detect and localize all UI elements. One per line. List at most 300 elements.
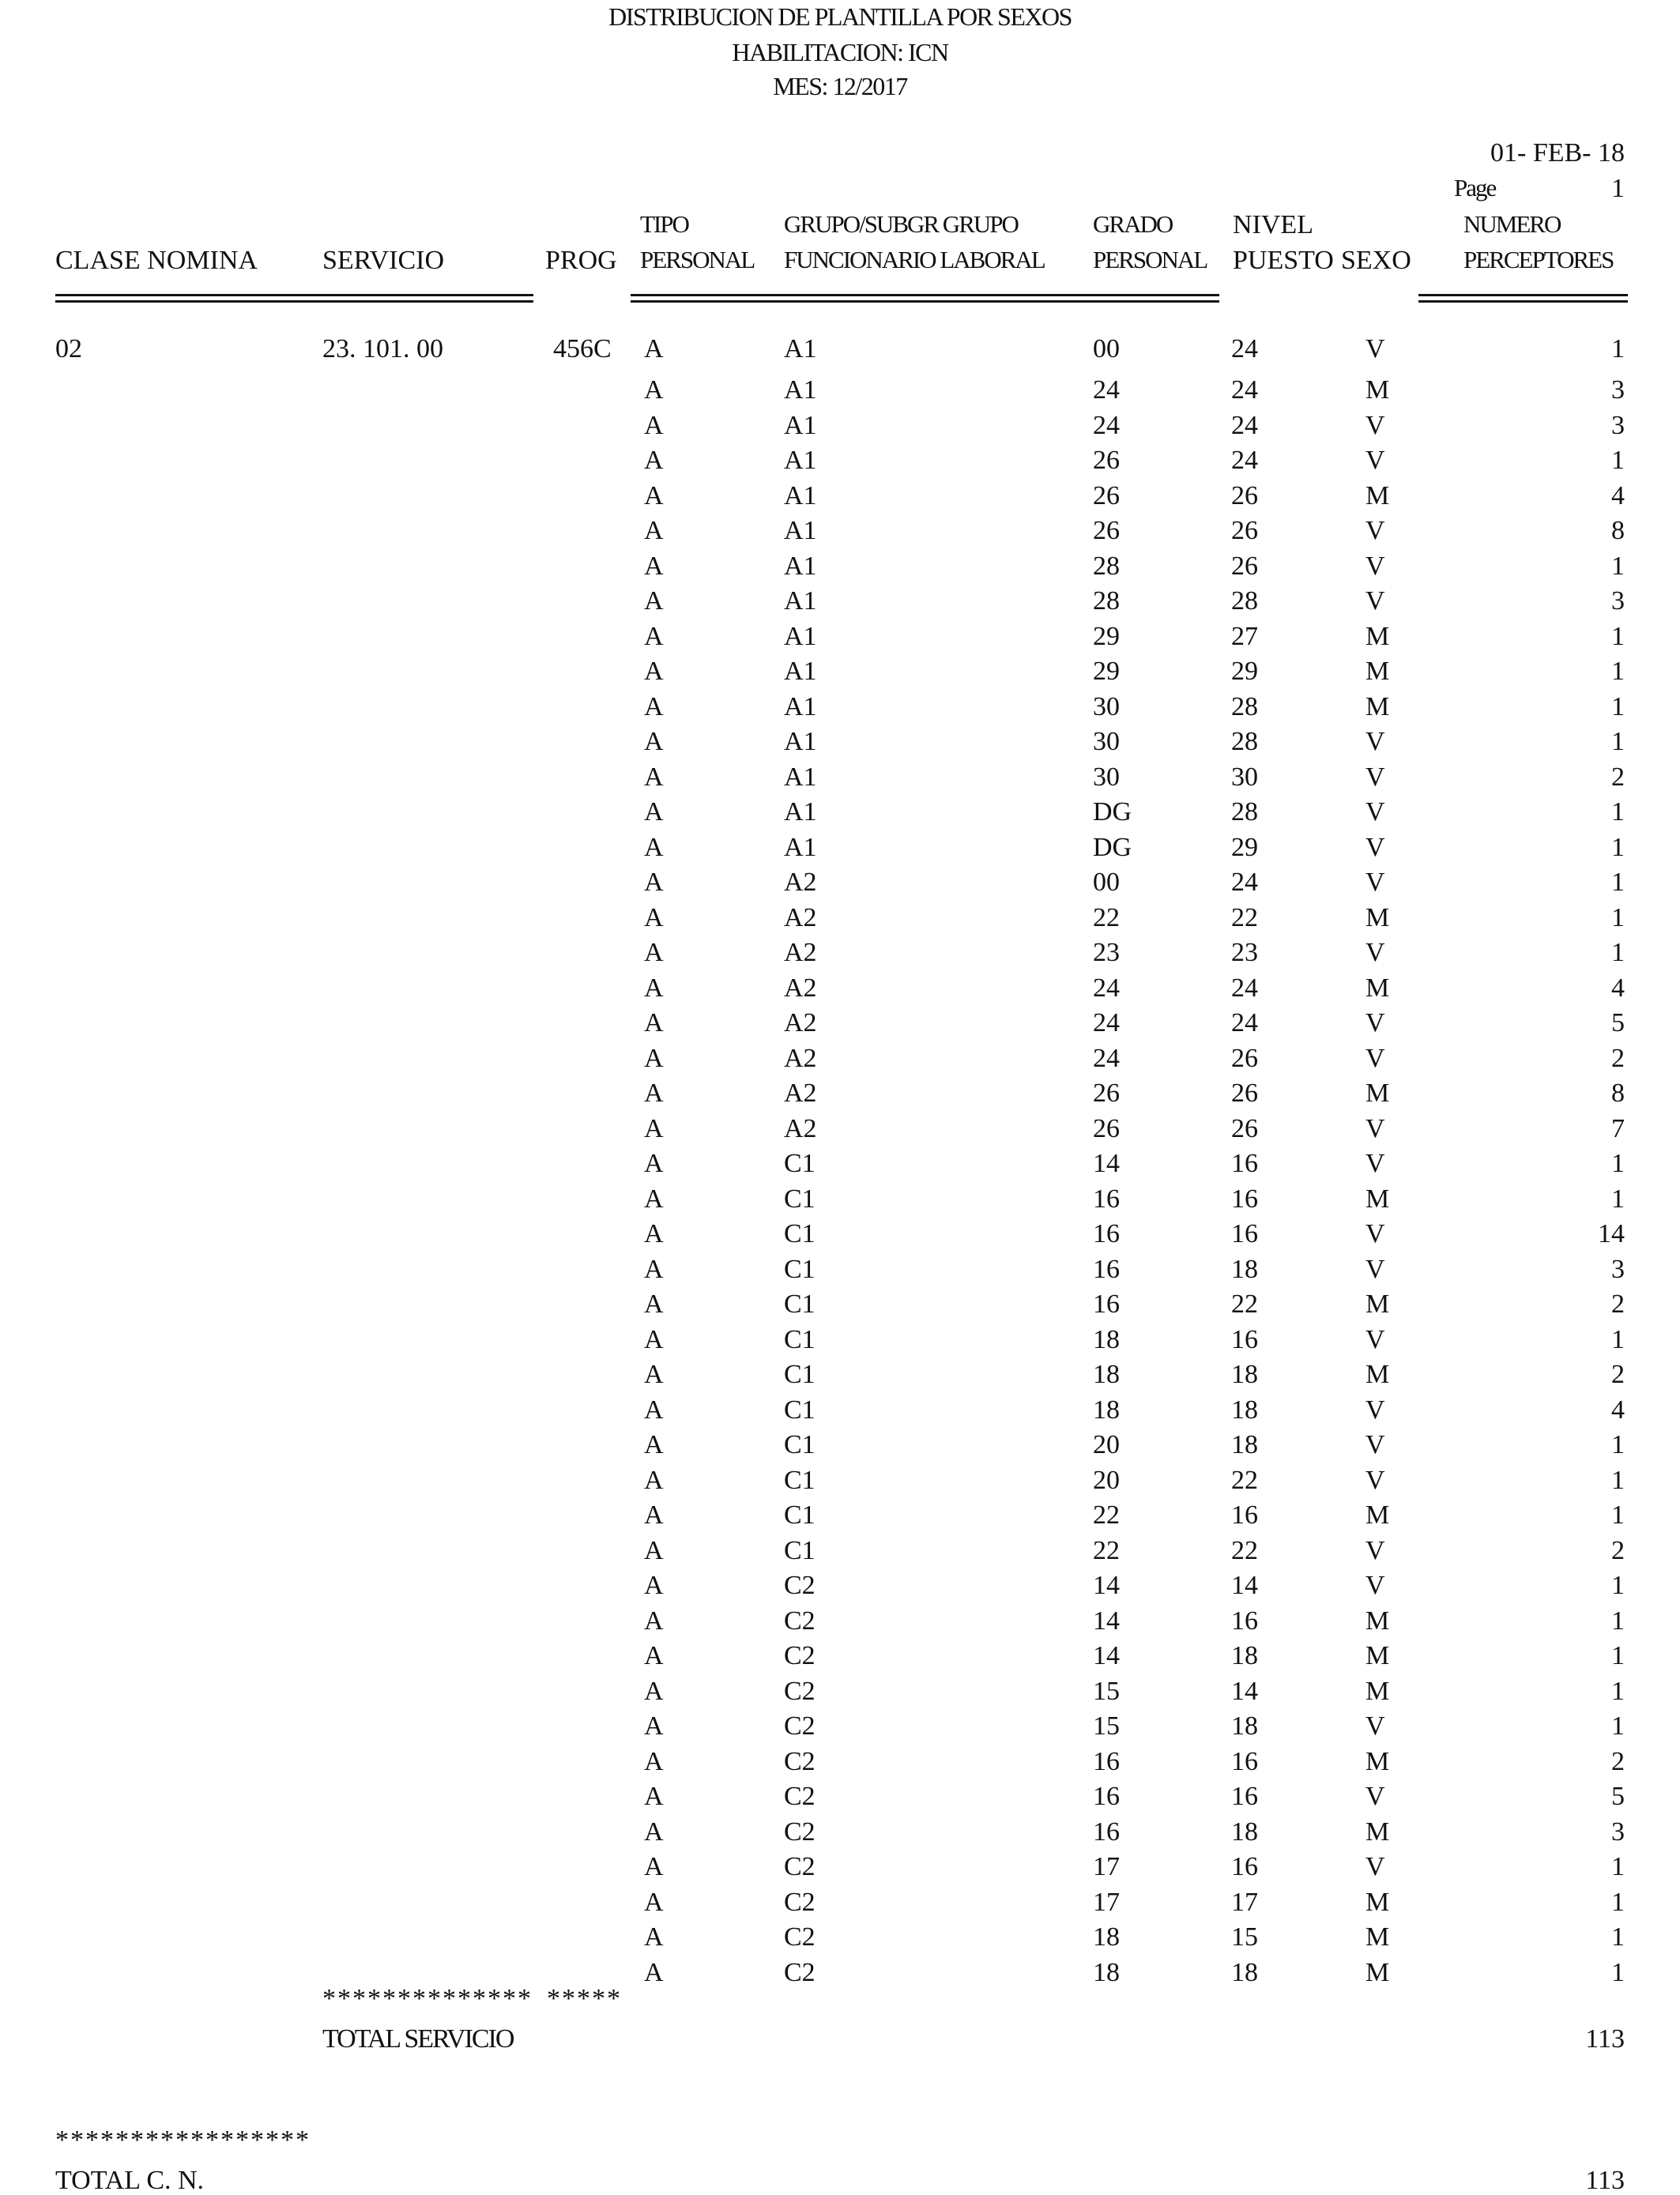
row-grupo: A1 [784,446,817,475]
row-grupo: C1 [784,1360,816,1389]
row-grupo: C1 [784,1290,816,1319]
row-grado: 16 [1093,1746,1120,1776]
row-nivel: 28 [1231,586,1258,616]
row-grupo: C2 [784,1606,816,1636]
row-grupo: A1 [784,480,817,510]
row-perceptores: 3 [1611,410,1625,440]
row-tipo: A [644,516,664,545]
row-tipo: A [644,1711,664,1741]
row-nivel: 26 [1231,1043,1258,1073]
row-sexo: M [1365,621,1390,651]
cn-stars: ***************** [55,2125,311,2155]
report-month: MES: 12/2017 [773,72,907,100]
row-sexo: V [1365,410,1385,440]
row-tipo: A [644,1571,664,1600]
row-perceptores: 2 [1611,1043,1625,1073]
header-tipo-1: TIPO [640,210,688,238]
row-tipo: A [644,1113,664,1143]
row-sexo: V [1365,1254,1385,1284]
row-sexo: M [1365,1817,1390,1847]
row-grupo: C2 [784,1571,816,1600]
row-nivel: 16 [1231,1219,1258,1248]
row-tipo: A [644,1922,664,1952]
row-sexo: M [1365,1184,1390,1214]
row-tipo: A [644,938,664,967]
row-nivel: 29 [1231,657,1258,686]
row-nivel: 24 [1231,868,1258,897]
row-perceptores: 1 [1611,334,1625,363]
row-perceptores: 1 [1611,1711,1625,1741]
row-tipo: A [644,375,664,405]
row-sexo: M [1365,1887,1390,1917]
row-tipo: A [644,973,664,1003]
row-grado: 18 [1093,1922,1120,1952]
row-nivel: 24 [1231,375,1258,405]
row-perceptores: 1 [1611,1641,1625,1670]
report-habilitacion: HABILITACION: ICN [732,38,948,66]
row-sexo: V [1365,727,1385,756]
row-grupo: A1 [784,727,817,756]
row-nivel: 18 [1231,1395,1258,1425]
row-sexo: V [1365,1782,1385,1811]
row-tipo: A [644,586,664,616]
row-perceptores: 1 [1611,621,1625,651]
row-grupo: C2 [784,1676,816,1706]
row-perceptores: 1 [1611,868,1625,897]
row-perceptores: 5 [1611,1782,1625,1811]
row-nivel: 18 [1231,1430,1258,1459]
row-grado: 16 [1093,1782,1120,1811]
row-sexo: V [1365,334,1385,363]
row-grado: 29 [1093,621,1120,651]
row-sexo: M [1365,1360,1390,1389]
row-grado: 16 [1093,1254,1120,1284]
row-sexo: M [1365,1606,1390,1636]
row-grupo: C1 [784,1254,816,1284]
header-sexo: SEXO [1341,246,1411,275]
row-tipo: A [644,1395,664,1425]
row-sexo: V [1365,1324,1385,1354]
row-grado: 24 [1093,1043,1120,1073]
total-cn-value: 113 [1585,2166,1625,2195]
row-sexo: V [1365,1149,1385,1178]
row-grado: 16 [1093,1817,1120,1847]
row-grado: 15 [1093,1711,1120,1741]
prog-value: 456C [553,334,612,363]
row-nivel: 30 [1231,762,1258,792]
row-perceptores: 1 [1611,1676,1625,1706]
row-tipo: A [644,1606,664,1636]
row-nivel: 18 [1231,1360,1258,1389]
row-grado: 17 [1093,1852,1120,1881]
row-sexo: V [1365,1430,1385,1459]
row-perceptores: 1 [1611,691,1625,721]
row-tipo: A [644,868,664,897]
row-grado: 28 [1093,586,1120,616]
row-grado: 30 [1093,762,1120,792]
page-number: 1 [1611,174,1625,203]
header-nivel-1: NIVEL [1233,210,1313,239]
row-tipo: A [644,1465,664,1495]
row-sexo: V [1365,1008,1385,1037]
row-nivel: 24 [1231,973,1258,1003]
row-tipo: A [644,902,664,932]
row-perceptores: 3 [1611,1254,1625,1284]
row-grado: 24 [1093,410,1120,440]
row-tipo: A [644,1360,664,1389]
page-label: Page [1454,174,1496,201]
row-sexo: M [1365,1500,1390,1530]
row-tipo: A [644,1782,664,1811]
row-grado: 14 [1093,1606,1120,1636]
row-perceptores: 3 [1611,586,1625,616]
row-grado: 28 [1093,551,1120,581]
row-grado: 26 [1093,516,1120,545]
row-grado: 26 [1093,1113,1120,1143]
row-nivel: 22 [1231,1290,1258,1319]
header-numero-2: PERCEPTORES [1463,246,1614,273]
row-nivel: 16 [1231,1324,1258,1354]
servicio-stars: ************** [322,1984,533,2013]
row-nivel: 18 [1231,1641,1258,1670]
row-perceptores: 1 [1611,1324,1625,1354]
row-sexo: V [1365,551,1385,581]
row-perceptores: 1 [1611,551,1625,581]
header-grupo-2: FUNCIONARIO LABORAL [784,246,1045,273]
row-grado: DG [1093,797,1132,826]
row-nivel: 15 [1231,1922,1258,1952]
row-sexo: M [1365,1676,1390,1706]
row-sexo: M [1365,1746,1390,1776]
row-perceptores: 2 [1611,762,1625,792]
row-grado: 22 [1093,1500,1120,1530]
row-grupo: A1 [784,691,817,721]
row-perceptores: 2 [1611,1360,1625,1389]
row-tipo: A [644,1676,664,1706]
row-tipo: A [644,1500,664,1530]
row-tipo: A [644,797,664,826]
row-perceptores: 1 [1611,657,1625,686]
row-grupo: A1 [784,832,817,862]
row-tipo: A [644,1535,664,1565]
row-sexo: V [1365,586,1385,616]
row-perceptores: 1 [1611,1184,1625,1214]
row-grupo: C2 [784,1887,816,1917]
row-nivel: 24 [1231,446,1258,475]
header-nivel-2: PUESTO [1233,246,1334,275]
row-nivel: 27 [1231,621,1258,651]
header-grupo-1: GRUPO/SUBGR GRUPO [784,210,1018,238]
row-grado: 16 [1093,1219,1120,1248]
row-nivel: 22 [1231,902,1258,932]
row-sexo: V [1365,938,1385,967]
row-nivel: 16 [1231,1782,1258,1811]
row-tipo: A [644,1254,664,1284]
row-tipo: A [644,1290,664,1319]
row-grupo: A2 [784,868,817,897]
row-grupo: C2 [784,1711,816,1741]
row-sexo: V [1365,1711,1385,1741]
row-grado: 00 [1093,334,1120,363]
row-perceptores: 1 [1611,1852,1625,1881]
row-perceptores: 1 [1611,902,1625,932]
prog-stars: ***** [547,1984,622,2013]
row-perceptores: 1 [1611,1887,1625,1917]
row-sexo: V [1365,1465,1385,1495]
row-grupo: C2 [784,1641,816,1670]
clase-nomina-value: 02 [55,334,82,363]
row-grupo: A1 [784,410,817,440]
row-sexo: V [1365,446,1385,475]
row-tipo: A [644,762,664,792]
header-clase-nomina: CLASE NOMINA [55,246,258,275]
row-nivel: 24 [1231,1008,1258,1037]
row-perceptores: 3 [1611,1817,1625,1847]
row-perceptores: 1 [1611,446,1625,475]
row-tipo: A [644,621,664,651]
row-tipo: A [644,446,664,475]
row-grado: 18 [1093,1395,1120,1425]
row-nivel: 24 [1231,410,1258,440]
row-sexo: M [1365,657,1390,686]
row-perceptores: 1 [1611,1430,1625,1459]
row-tipo: A [644,1149,664,1178]
row-nivel: 18 [1231,1254,1258,1284]
row-sexo: M [1365,480,1390,510]
row-perceptores: 1 [1611,1500,1625,1530]
header-tipo-2: PERSONAL [640,246,755,273]
row-grado: 20 [1093,1430,1120,1459]
row-perceptores: 1 [1611,832,1625,862]
row-perceptores: 3 [1611,375,1625,405]
row-sexo: V [1365,762,1385,792]
row-perceptores: 1 [1611,1465,1625,1495]
row-grupo: C1 [784,1184,816,1214]
row-nivel: 14 [1231,1571,1258,1600]
row-grupo: A1 [784,586,817,616]
row-sexo: M [1365,691,1390,721]
row-grupo: A2 [784,1079,817,1108]
row-grupo: A1 [784,516,817,545]
row-nivel: 24 [1231,334,1258,363]
row-tipo: A [644,727,664,756]
row-grado: 26 [1093,446,1120,475]
row-grupo: C1 [784,1465,816,1495]
row-grado: 24 [1093,1008,1120,1037]
row-grado: 18 [1093,1360,1120,1389]
row-perceptores: 8 [1611,1079,1625,1108]
row-sexo: V [1365,1571,1385,1600]
row-grupo: C2 [784,1957,816,1987]
row-perceptores: 8 [1611,516,1625,545]
row-perceptores: 2 [1611,1290,1625,1319]
row-grado: 18 [1093,1957,1120,1987]
row-perceptores: 2 [1611,1746,1625,1776]
row-grupo: C2 [784,1922,816,1952]
row-grupo: C1 [784,1395,816,1425]
row-grado: 00 [1093,868,1120,897]
row-grado: 16 [1093,1290,1120,1319]
row-nivel: 23 [1231,938,1258,967]
header-numero-1: NUMERO [1463,210,1561,238]
row-grupo: C2 [784,1746,816,1776]
row-sexo: V [1365,797,1385,826]
row-grado: 24 [1093,973,1120,1003]
row-grupo: A2 [784,973,817,1003]
row-tipo: A [644,1043,664,1073]
row-grupo: C1 [784,1535,816,1565]
row-perceptores: 7 [1611,1113,1625,1143]
row-sexo: M [1365,1290,1390,1319]
row-grado: 14 [1093,1149,1120,1178]
row-sexo: M [1365,1641,1390,1670]
row-grado: 22 [1093,1535,1120,1565]
row-perceptores: 2 [1611,1535,1625,1565]
row-sexo: V [1365,1395,1385,1425]
row-grado: 17 [1093,1887,1120,1917]
row-tipo: A [644,691,664,721]
row-sexo: V [1365,1535,1385,1565]
row-sexo: M [1365,1922,1390,1952]
row-tipo: A [644,657,664,686]
row-nivel: 26 [1231,551,1258,581]
row-nivel: 26 [1231,1113,1258,1143]
row-sexo: M [1365,902,1390,932]
row-nivel: 18 [1231,1957,1258,1987]
row-grado: 30 [1093,727,1120,756]
row-tipo: A [644,1852,664,1881]
row-nivel: 26 [1231,480,1258,510]
row-grado: 23 [1093,938,1120,967]
row-sexo: M [1365,375,1390,405]
row-grupo: A1 [784,797,817,826]
row-grado: 14 [1093,1641,1120,1670]
header-prog: PROG [545,246,617,275]
row-grado: 15 [1093,1676,1120,1706]
row-tipo: A [644,1219,664,1248]
row-tipo: A [644,1887,664,1917]
report-date: 01- FEB- 18 [1490,138,1625,168]
row-perceptores: 4 [1611,1395,1625,1425]
row-grupo: C2 [784,1817,816,1847]
header-servicio: SERVICIO [322,246,445,275]
row-grado: 26 [1093,480,1120,510]
row-nivel: 28 [1231,797,1258,826]
report-title: DISTRIBUCION DE PLANTILLA POR SEXOS [608,2,1072,31]
row-perceptores: 1 [1611,1149,1625,1178]
row-nivel: 28 [1231,727,1258,756]
row-perceptores: 1 [1611,938,1625,967]
row-tipo: A [644,1817,664,1847]
row-nivel: 14 [1231,1676,1258,1706]
row-nivel: 28 [1231,691,1258,721]
row-grupo: C1 [784,1219,816,1248]
row-tipo: A [644,334,664,363]
total-cn-label: TOTAL C. N. [55,2166,205,2195]
row-tipo: A [644,832,664,862]
row-nivel: 22 [1231,1465,1258,1495]
row-tipo: A [644,551,664,581]
row-grupo: C1 [784,1149,816,1178]
total-servicio-value: 113 [1585,2024,1625,2054]
row-perceptores: 1 [1611,727,1625,756]
row-nivel: 16 [1231,1500,1258,1530]
row-grupo: A1 [784,375,817,405]
row-perceptores: 1 [1611,1606,1625,1636]
row-nivel: 26 [1231,516,1258,545]
row-tipo: A [644,1957,664,1987]
row-nivel: 16 [1231,1184,1258,1214]
row-tipo: A [644,1430,664,1459]
row-sexo: V [1365,832,1385,862]
row-nivel: 18 [1231,1817,1258,1847]
row-tipo: A [644,1324,664,1354]
row-nivel: 16 [1231,1149,1258,1178]
row-tipo: A [644,1079,664,1108]
row-grado: 16 [1093,1184,1120,1214]
row-nivel: 18 [1231,1711,1258,1741]
row-perceptores: 1 [1611,1957,1625,1987]
row-sexo: V [1365,1852,1385,1881]
row-grupo: A2 [784,902,817,932]
row-perceptores: 1 [1611,1922,1625,1952]
row-grado: 26 [1093,1079,1120,1108]
row-grupo: A2 [784,938,817,967]
row-sexo: V [1365,1219,1385,1248]
row-grupo: A1 [784,551,817,581]
total-servicio-label: TOTAL SERVICIO [322,2024,514,2054]
row-grado: 20 [1093,1465,1120,1495]
row-grado: DG [1093,832,1132,862]
servicio-value: 23. 101. 00 [322,334,443,363]
row-grupo: A1 [784,762,817,792]
row-grado: 14 [1093,1571,1120,1600]
row-grado: 29 [1093,657,1120,686]
row-grupo: A2 [784,1043,817,1073]
row-grado: 30 [1093,691,1120,721]
row-sexo: V [1365,868,1385,897]
row-grupo: C1 [784,1500,816,1530]
row-grupo: C2 [784,1852,816,1881]
row-grupo: A1 [784,621,817,651]
row-grupo: C1 [784,1324,816,1354]
row-sexo: V [1365,1113,1385,1143]
row-nivel: 16 [1231,1852,1258,1881]
row-tipo: A [644,1641,664,1670]
row-perceptores: 5 [1611,1008,1625,1037]
header-grado-2: PERSONAL [1093,246,1207,273]
row-sexo: M [1365,1079,1390,1108]
row-tipo: A [644,1746,664,1776]
row-sexo: V [1365,1043,1385,1073]
row-perceptores: 4 [1611,973,1625,1003]
row-grupo: C2 [784,1782,816,1811]
row-tipo: A [644,410,664,440]
row-tipo: A [644,1008,664,1037]
row-sexo: V [1365,516,1385,545]
row-perceptores: 14 [1598,1219,1625,1248]
row-grupo: A2 [784,1008,817,1037]
row-tipo: A [644,1184,664,1214]
row-sexo: M [1365,1957,1390,1987]
row-perceptores: 4 [1611,480,1625,510]
row-grado: 24 [1093,375,1120,405]
row-perceptores: 1 [1611,1571,1625,1600]
row-nivel: 16 [1231,1606,1258,1636]
row-nivel: 29 [1231,832,1258,862]
row-nivel: 17 [1231,1887,1258,1917]
row-grupo: C1 [784,1430,816,1459]
